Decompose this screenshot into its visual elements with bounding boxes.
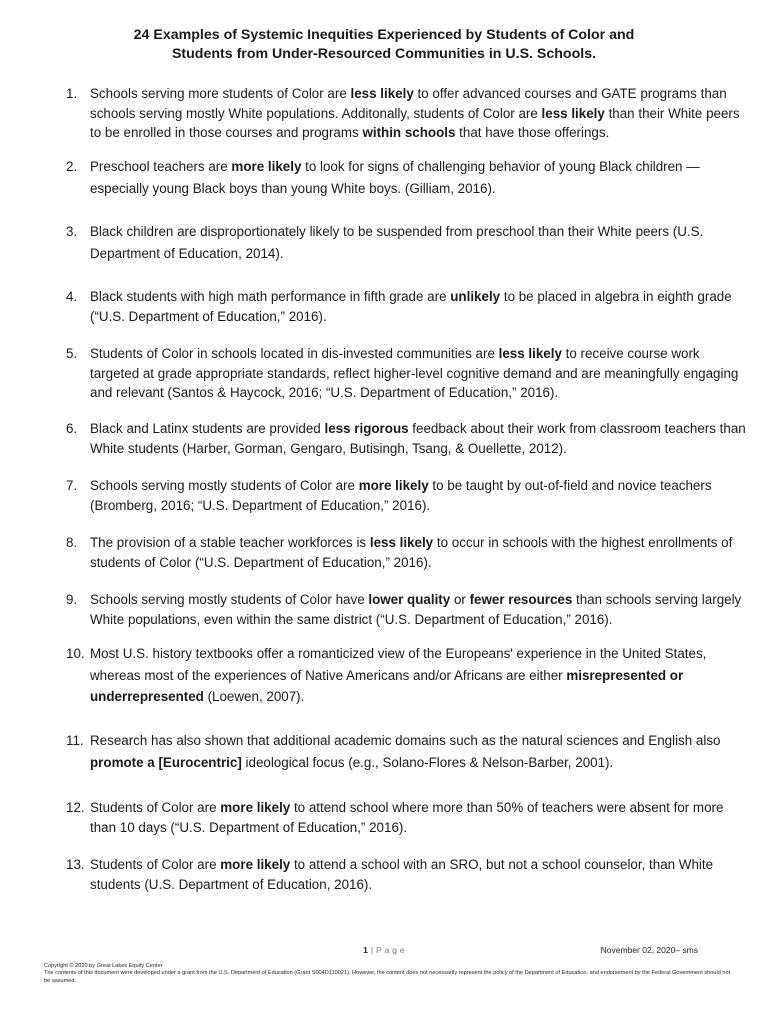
list-item-text bbox=[90, 590, 750, 629]
emphasis-text: lower quality bbox=[368, 592, 451, 607]
body-text: to look for signs of challenging behavior of young Black children — especially young Black boys than young White boys. (Gilliam, 2016). bbox=[90, 159, 700, 196]
body-text: Schools serving mostly students of Color are bbox=[90, 478, 359, 493]
list-item-number: 1. bbox=[66, 86, 78, 101]
body-text: Black children are disproportionately likely to be suspended from preschool than their White peers (U.S. Department of Education, 2014). bbox=[90, 224, 704, 261]
footer-date: November 02, 2020– sms bbox=[600, 945, 698, 955]
list-item-number: 8. bbox=[66, 535, 78, 550]
body-text: to attend school where more than 50% of teachers were absent for more than 10 days (“U.S. Department of Education,” 2016). bbox=[90, 800, 724, 835]
body-text: The provision of a stable teacher workforces is bbox=[90, 535, 370, 550]
list-item-number: 12. bbox=[66, 800, 85, 815]
emphasis-text: less likely bbox=[541, 105, 605, 121]
list-item-text bbox=[90, 798, 750, 837]
list-item-number: 6. bbox=[66, 421, 78, 436]
emphasis-text: more likely bbox=[231, 159, 302, 174]
body-text: to occur in schools with the highest enrollments of students of Color (“U.S. Department of Education,” 2016). bbox=[90, 535, 733, 570]
body-text: or bbox=[450, 592, 470, 607]
list-item-text bbox=[90, 287, 750, 326]
list-item-number: 3. bbox=[66, 224, 78, 239]
emphasis-text: more likely bbox=[220, 857, 291, 872]
list-item-text bbox=[90, 730, 750, 773]
list-item-number: 5. bbox=[66, 346, 78, 361]
body-text: Preschool teachers are bbox=[90, 159, 232, 174]
emphasis-text: less likely bbox=[369, 535, 434, 550]
body-text: Students of Color are bbox=[90, 800, 221, 815]
body-text: to receive course work targeted at grade appropriate standards, reflect higher-level cognitive demand and are meaningfully engaging and relevant (Santos & Haycock, 2016; “U.S. Department of Education,” 2016). bbox=[90, 346, 739, 400]
body-text: than their White peers to be enrolled in those courses and programs bbox=[90, 105, 740, 140]
disclaimer-notice: The contents of this document were developed under a grant from the U.S. Department of Education (Grant S004D110021). However, the content does not necessarily represent the policy of the Department of Education, and endorsement by the Federal Government should not be assumed. bbox=[44, 970, 731, 984]
list-item-text bbox=[90, 156, 750, 199]
list-item-text bbox=[90, 344, 750, 403]
list-item-text bbox=[90, 221, 750, 264]
emphasis-text: more likely bbox=[220, 800, 291, 815]
body-text: Black students with high math performance in fifth grade are bbox=[90, 289, 451, 304]
list-item-text bbox=[90, 84, 750, 143]
list-item-number: 9. bbox=[66, 592, 78, 607]
list-item-text bbox=[90, 533, 750, 572]
list-item-number: 2. bbox=[66, 159, 78, 174]
body-text: ideological focus (e.g., Solano-Flores & Nelson-Barber, 2001). bbox=[241, 754, 614, 770]
emphasis-text: fewer resources bbox=[469, 592, 573, 607]
emphasis-text: promote a [Eurocentric] bbox=[90, 754, 242, 770]
list-item-number: 7. bbox=[66, 478, 78, 493]
list-item-text bbox=[90, 855, 750, 894]
body-text: than schools serving largely White populations, even within the same district (“U.S. Department of Education,” 2016). bbox=[90, 592, 742, 627]
emphasis-text: more likely bbox=[358, 478, 429, 493]
emphasis-text: less likely bbox=[350, 86, 414, 101]
body-text: that have those offerings. bbox=[455, 125, 610, 140]
document-title bbox=[80, 26, 688, 64]
page-number-value: 1 bbox=[363, 945, 369, 955]
title-line-2: Students from Under-Resourced Communities in U.S. Schools. bbox=[171, 46, 597, 62]
body-text: Most U.S. history textbooks offer a romanticized view of the Europeans' experience in the United States, whereas most of the experiences of Native Americans and/or Africans are either bbox=[90, 646, 707, 683]
emphasis-text: misrepresented or underrepresented bbox=[90, 667, 684, 704]
list-item-text bbox=[90, 643, 750, 708]
list-item-number: 4. bbox=[66, 289, 78, 304]
emphasis-text: less likely bbox=[498, 346, 562, 361]
body-text: feedback about their work from classroom teachers than White students (Harber, Gorman, Gengaro, Butisingh, Tsang, & Ouellette, 2012). bbox=[90, 421, 746, 456]
body-text: Schools serving more students of Color are bbox=[90, 86, 351, 101]
emphasis-text: less rigorous bbox=[324, 421, 409, 436]
body-text: to attend a school with an SRO, but not a school counselor, than White students (U.S. Department of Education, 2016). bbox=[90, 857, 714, 892]
body-text: Schools serving mostly students of Color have bbox=[90, 592, 369, 607]
body-text: to be taught by out-of-field and novice teachers (Bromberg, 2016; “U.S. Department of Education,” 2016). bbox=[90, 478, 712, 513]
list-item-text bbox=[90, 419, 750, 458]
title-line-1: 24 Examples of Systemic Inequities Experienced by Students of Color and bbox=[133, 27, 635, 43]
list-item-text bbox=[90, 476, 750, 515]
emphasis-text: unlikely bbox=[450, 289, 501, 304]
list-item-number: 13. bbox=[66, 857, 85, 872]
body-text: Research has also shown that additional academic domains such as the natural sciences and English also bbox=[90, 733, 721, 748]
list-item-number: 11. bbox=[66, 733, 84, 748]
copyright-notice: Copyright © 2020 by Great Lakes Equity Center bbox=[44, 963, 163, 969]
body-text: to offer advanced courses and GATE programs than schools serving mostly White populations. Additonally, students of Color are bbox=[90, 86, 727, 121]
body-text: Black and Latinx students are provided bbox=[90, 421, 325, 436]
body-text: Students of Color in schools located in dis-invested communities are bbox=[90, 346, 499, 361]
page-label: | P a g e bbox=[368, 945, 405, 955]
list-item-number: 10. bbox=[66, 646, 85, 661]
emphasis-text: within schools bbox=[362, 125, 456, 140]
body-text: to be placed in algebra in eighth grade (“U.S. Department of Education,” 2016). bbox=[90, 289, 732, 324]
body-text: Students of Color are bbox=[90, 857, 221, 872]
body-text: (Loewen, 2007). bbox=[203, 689, 305, 704]
